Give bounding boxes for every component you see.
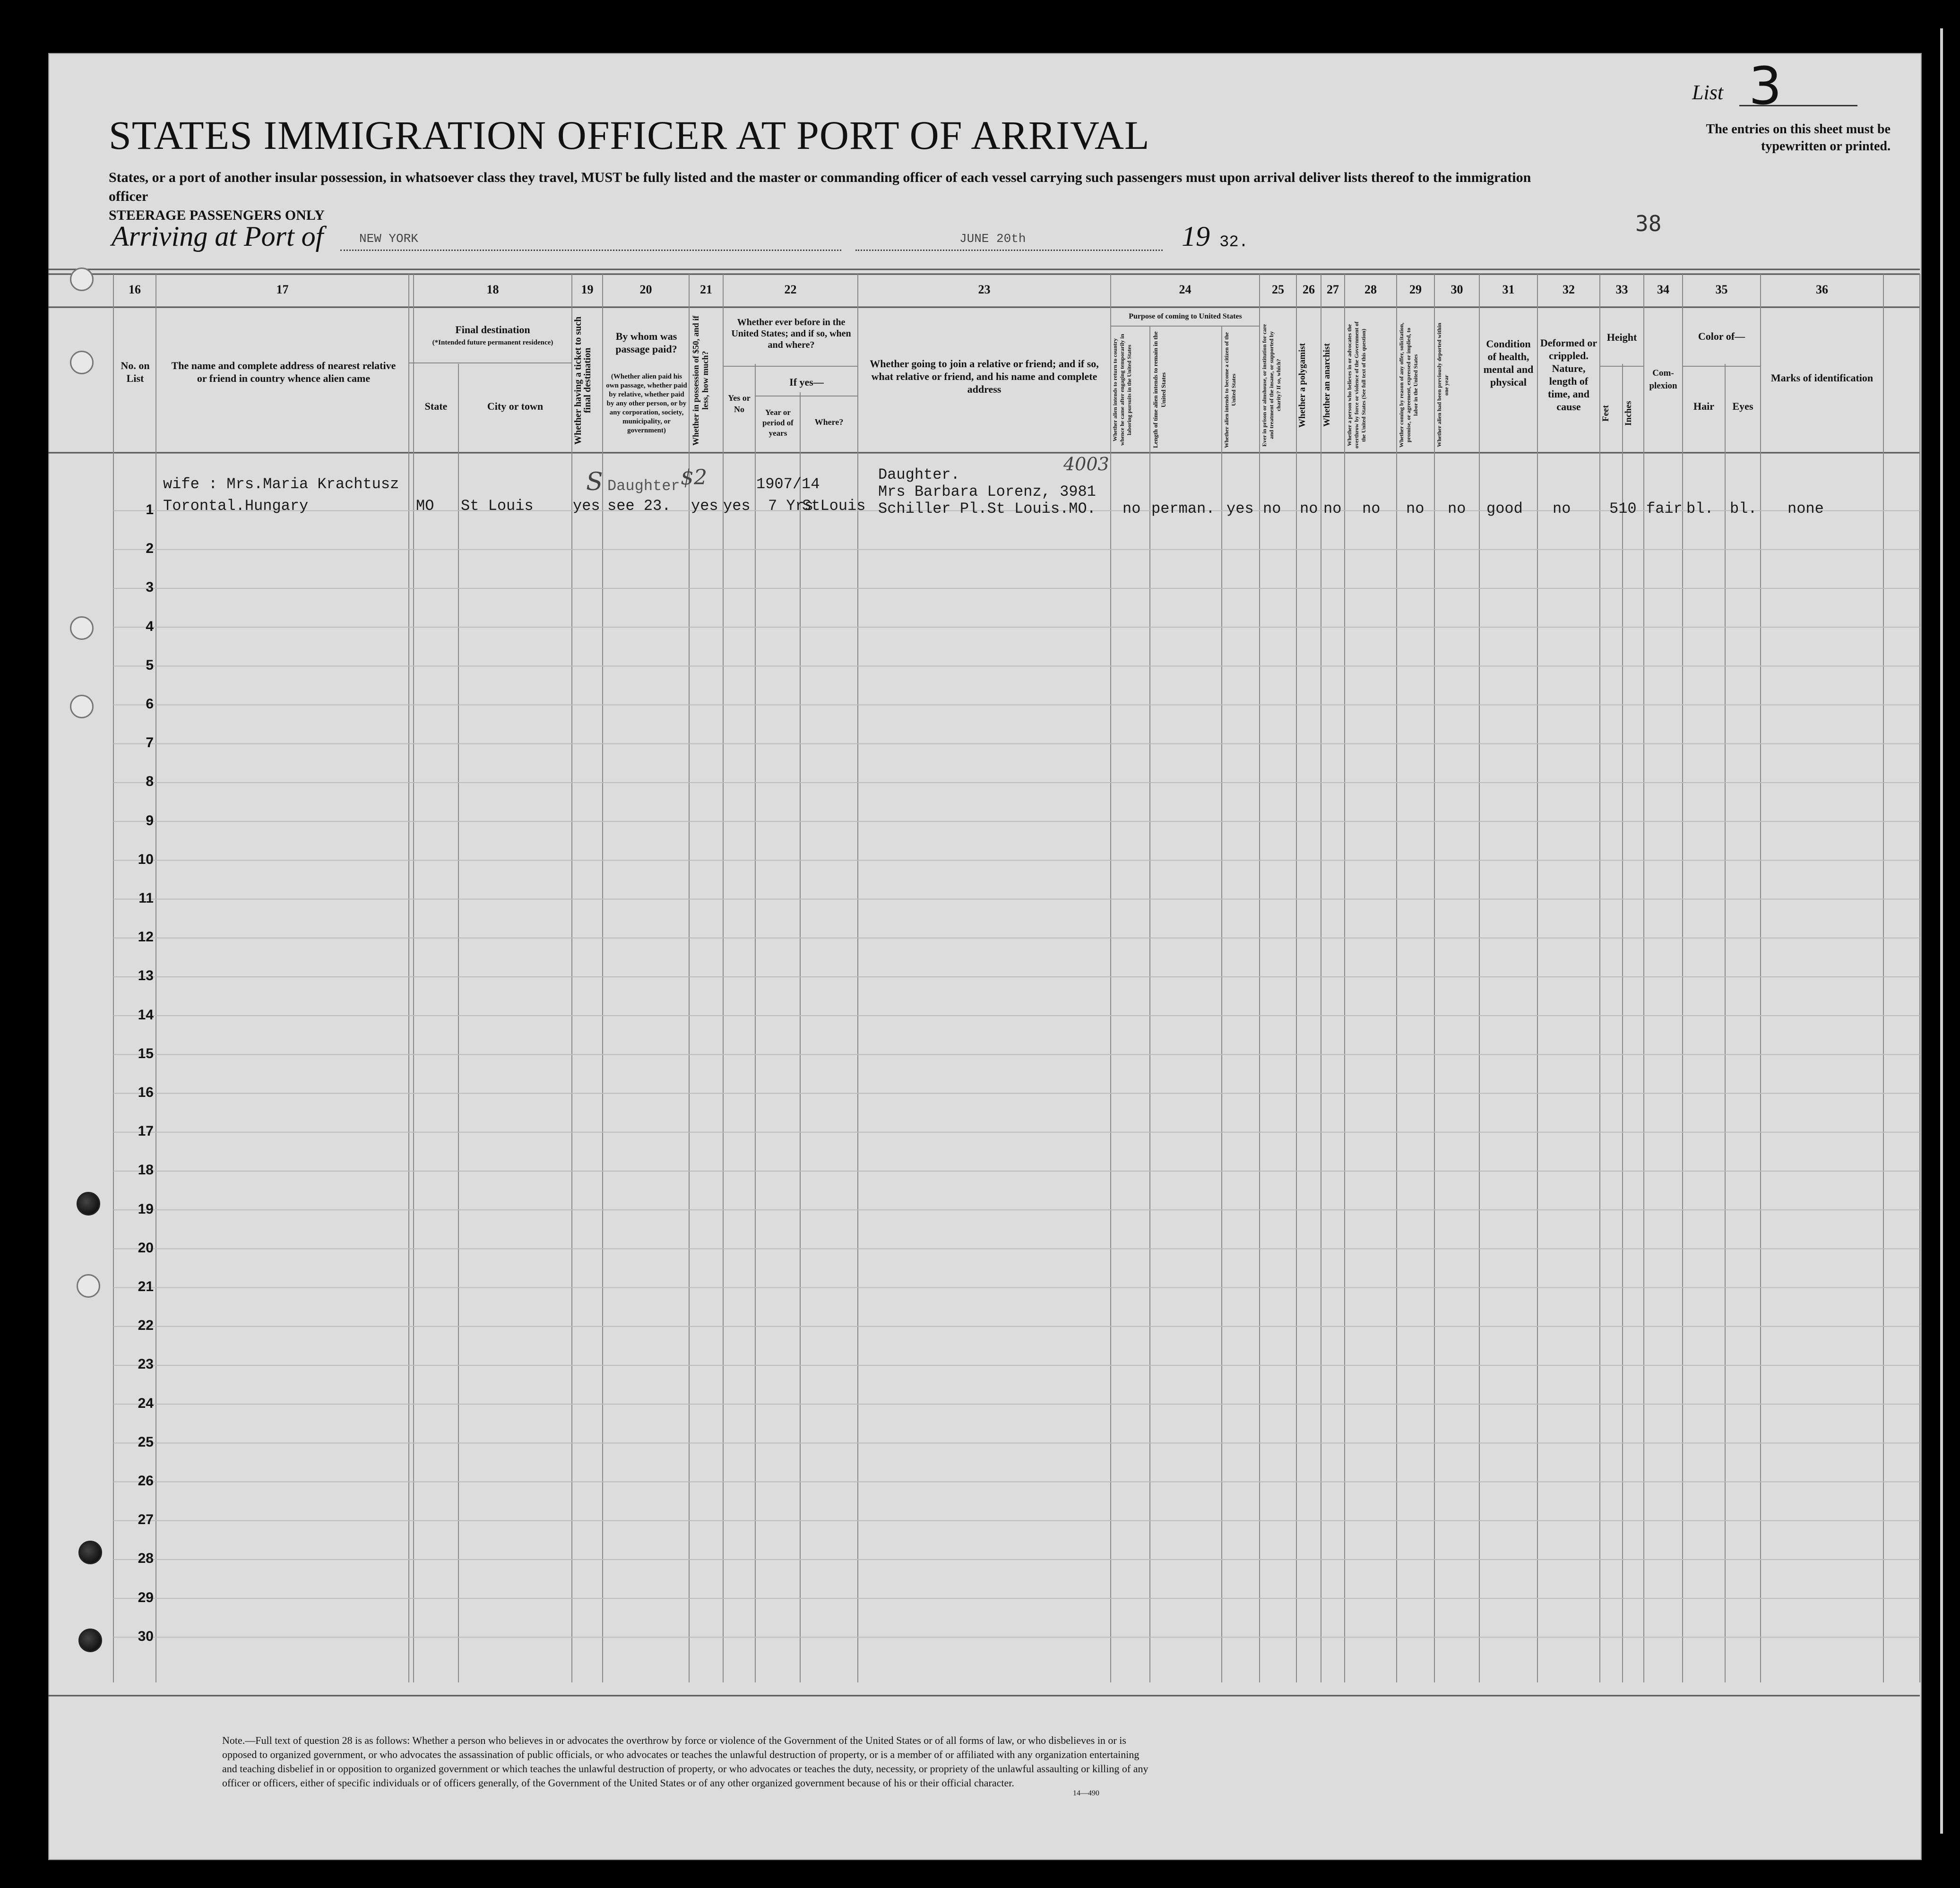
entry-complexion: fair [1646, 500, 1683, 517]
description-line-1: States, or a port of another insular possession, in whatsoever class they travel, MUST be fully listed and the master or commanding officer of each vessel carrying such passengers must upon arrival deliver lists thereof to the immigration officer [109, 170, 1531, 204]
colnum-34: 34 [1657, 283, 1669, 296]
header-deformed: Deformed or crippled. Nature, length of time, and cause [1540, 337, 1597, 413]
entry-city: St Louis [461, 497, 534, 515]
colnum-21: 21 [700, 283, 712, 296]
header-purpose: Purpose of coming to United States [1129, 312, 1242, 320]
binder-hole [77, 1192, 100, 1216]
header-join-relative: Whether going to join a relative or friend; and if so, what relative or friend, and his name and complete address [870, 358, 1099, 395]
colnum-27: 27 [1327, 283, 1339, 296]
entry-relative-line1: wife : Mrs.Maria Krachtusz [163, 475, 399, 493]
form-title: STATES IMMIGRATION OFFICER AT PORT OF ARRIVAL [109, 112, 1150, 158]
entry-money: yes [691, 497, 718, 515]
entry-before: yes [723, 497, 751, 515]
row-number: 18 [138, 1162, 154, 1178]
row-number: 19 [138, 1201, 154, 1217]
colnum-25: 25 [1272, 283, 1284, 296]
entry-where: StLouis [802, 497, 866, 515]
colnum-30: 30 [1451, 283, 1463, 296]
row-number: 10 [138, 851, 154, 867]
row-number: 20 [138, 1240, 154, 1256]
row-number: 11 [138, 890, 154, 906]
binder-hole [70, 267, 94, 291]
entry-state: MO [416, 497, 434, 515]
row-number: 12 [138, 929, 154, 945]
colnum-17: 17 [276, 283, 289, 296]
row-number: 9 [146, 812, 154, 828]
entry-polygamist: no [1300, 500, 1318, 517]
header-yes-no: Yes or No [728, 393, 751, 414]
entry-return: no [1122, 500, 1141, 517]
header-ever-before: Whether ever before in the United States; and if so, when and where? [731, 317, 851, 350]
header-eyes: Eyes [1732, 400, 1753, 412]
colnum-32: 32 [1563, 283, 1575, 296]
row-number: 22 [138, 1318, 154, 1334]
header-hair: Hair [1693, 400, 1714, 412]
colnum-24: 24 [1179, 283, 1192, 296]
date-value: JUNE 20th [959, 232, 1026, 246]
row-number: 5 [146, 657, 154, 673]
header-if-yes: If yes— [789, 376, 824, 388]
arriving-label: Arriving at Port of [112, 221, 324, 252]
header-overthrow: Whether a person who believes in or advocates the overthrow by force or violence of the Government of the United States (See full text of this question) [1346, 321, 1367, 449]
entry-marks: none [1787, 500, 1824, 517]
entry-length: perman. [1151, 500, 1215, 517]
header-passage-paid: By whom was passage paid? [615, 330, 677, 355]
description-line-2: STEERAGE PASSENGERS ONLY [109, 207, 325, 223]
entry-eyes: bl. [1730, 500, 1757, 517]
header-intends-return: Whether alien intends to return to country whence he came after engaging temporarily in laboring pursuits in the United States [1112, 334, 1132, 446]
handwritten-address-mark: 4003 [1063, 454, 1109, 474]
row-number: 29 [138, 1589, 154, 1605]
header-city: City or town [487, 400, 544, 412]
colnum-29: 29 [1409, 283, 1422, 296]
header-labor-offer: Whether coming by reason of any offer, solicitation, promise, or agreement, expressed or implied, to labor in the United States [1398, 322, 1419, 448]
footnote: Note.—Full text of question 28 is as follows: Whether a person who believes in or advocates the overthrow by force or violence of the Government of the United States or of all forms of law, or who disbelieves in or is opposed to organized government, or who advocates the assassination of public officials, or who advocates or teaches the unlawful destruction of property, or is a member of or affiliated with any organization entertaining and teaching disbelief in or opposition to organized government or which teaches the unlawful destruction of property, or who advocates or teaches the duty, necessity, or propriety of the unlawful assaulting or killing of any officer or officers, either of specific individuals or of officers generally, of the Government of the United States or of any other organized government because of his or their official character. [222, 1734, 1148, 1789]
header-polygamist: Whether a polygamist [1297, 343, 1307, 428]
list-label: List [1692, 81, 1724, 104]
row-number: 13 [138, 968, 154, 984]
colnum-33: 33 [1615, 283, 1628, 296]
header-health: Condition of health, mental and physical [1483, 338, 1534, 388]
entry-paid-line2: see 23. [607, 497, 671, 515]
port-value: NEW YORK [359, 232, 418, 246]
header-ticket: Whether having a ticket to such final destination [573, 316, 593, 445]
header-anarchist: Whether an anarchist [1322, 343, 1332, 427]
header-final-destination-sub: (*Intended future permanent residence) [432, 339, 553, 346]
header-inches: Inches [1623, 401, 1633, 426]
stamp-number: 38 [1635, 211, 1662, 236]
header-height: Height [1606, 331, 1637, 343]
colnum-23: 23 [978, 283, 991, 296]
row-number: 3 [146, 579, 154, 595]
entry-deformed: no [1553, 500, 1571, 517]
binder-hole [77, 1274, 100, 1298]
colnum-16: 16 [129, 283, 141, 296]
header-year-period: Year or period of years [762, 408, 794, 438]
entry-prison: no [1263, 500, 1281, 517]
colnum-36: 36 [1816, 283, 1828, 296]
binder-hole [78, 1629, 102, 1652]
entry-deported: no [1448, 500, 1466, 517]
row-number: 26 [138, 1473, 154, 1489]
colnum-22: 22 [784, 283, 797, 296]
row-number: 6 [146, 696, 154, 712]
year-suffix: 32. [1219, 233, 1249, 251]
header-final-destination: Final destination [455, 324, 530, 336]
row-number: 4 [146, 618, 154, 634]
handwritten-ticket-mark: S [586, 468, 603, 496]
binder-hole [70, 616, 94, 640]
entry-anarchist: no [1323, 500, 1342, 517]
row-number: 8 [146, 774, 154, 790]
row-number: 14 [138, 1007, 154, 1023]
header-intends-citizen: Whether alien intends to become a citizen of the United States [1223, 332, 1237, 448]
colnum-19: 19 [581, 283, 594, 296]
row-number: 30 [138, 1628, 154, 1644]
entry-citizen: yes [1226, 500, 1254, 517]
entry-join-line3: Schiller Pl.St Louis.MO. [878, 500, 1096, 517]
header-length-of-stay: Length of time alien intends to remain in the United States [1152, 331, 1167, 448]
entry-hair: bl. [1686, 500, 1714, 517]
header-marks: Marks of identification [1770, 372, 1874, 384]
binder-hole [78, 1541, 102, 1564]
colnum-35: 35 [1715, 283, 1728, 296]
entry-overthrow: no [1362, 500, 1381, 517]
typewritten-note: The entries on this sheet must be typewritten or printed. [1706, 122, 1891, 154]
entry-height: 510 [1609, 500, 1637, 517]
row-number: 23 [138, 1356, 154, 1372]
row-number: 25 [138, 1434, 154, 1450]
row-number: 16 [138, 1085, 154, 1100]
entry-offer: no [1406, 500, 1425, 517]
form-number: 14—490 [1073, 1789, 1099, 1797]
year-prefix: 19 [1182, 221, 1210, 252]
entry-years-line2: 7 Yrs [768, 497, 814, 515]
entry-join-line2: Mrs Barbara Lorenz, 3981 [878, 483, 1096, 500]
header-feet: Feet [1601, 405, 1611, 422]
list-number: 3 [1749, 56, 1782, 116]
entry-paid-line1: Daughter [607, 477, 680, 495]
header-no-on-list: No. on List [121, 360, 150, 384]
row-number: 28 [138, 1551, 154, 1567]
colnum-28: 28 [1364, 283, 1377, 296]
row-number: 21 [138, 1279, 154, 1294]
binder-hole [70, 695, 94, 718]
row-number: 1 [146, 502, 154, 517]
header-deported: Whether alien had been previously deported within one year [1436, 323, 1450, 448]
header-prison: Ever in prison or almshouse, or institution for care and treatment of the insane, or supported by charity? If so, which? [1261, 324, 1282, 447]
row-number: 15 [138, 1045, 154, 1061]
entry-health: good [1486, 500, 1523, 517]
colnum-18: 18 [486, 283, 499, 296]
colnum-20: 20 [639, 283, 652, 296]
entry-years-line1: 1907/14 [756, 475, 820, 493]
handwritten-money-mark: $2 [681, 466, 707, 490]
entry-join-line1: Daughter. [878, 466, 960, 483]
entry-ticket: yes [573, 497, 600, 515]
row-number: 2 [146, 541, 154, 557]
row-number: 27 [138, 1512, 154, 1528]
header-where: Where? [814, 417, 844, 427]
colnum-31: 31 [1502, 283, 1515, 296]
row-number: 24 [138, 1395, 154, 1411]
row-number: 17 [138, 1123, 154, 1139]
header-passage-paid-sub: (Whether alien paid his own passage, whether paid by relative, whether paid by any other person, or by any corporation, society, municipality, or government) [606, 373, 687, 434]
header-complexion: Com-plexion [1649, 368, 1677, 391]
header-nearest-relative: The name and complete address of nearest relative or friend in country whence alien came [171, 360, 396, 384]
row-number: 7 [146, 735, 154, 751]
header-state: State [424, 400, 448, 412]
entry-relative-line2: Torontal.Hungary [163, 497, 309, 515]
binder-hole [70, 351, 94, 374]
header-fifty-dollars: Whether in possession of $50, and if less, how much? [691, 315, 710, 446]
header-color-of: Color of— [1698, 330, 1745, 342]
colnum-26: 26 [1303, 283, 1315, 296]
